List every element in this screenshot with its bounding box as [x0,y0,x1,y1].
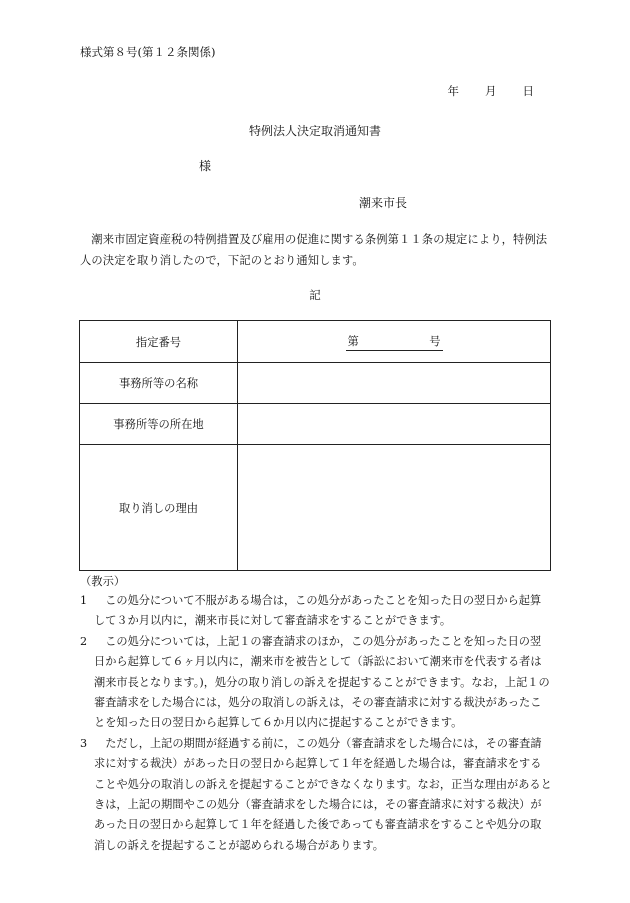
table-row [80,363,551,404]
notice-list [80,591,552,856]
designation-number-value [346,333,443,351]
cancellation-reason-field [238,445,551,571]
notice-item [80,632,552,734]
cancellation-reason-label: 取り消しの理由 [80,445,238,571]
document-title: 特例法人決定取消通知書 [248,124,381,138]
date-line [448,83,535,99]
notice-item-number: 1 [80,594,88,607]
date-day-label: 日 [522,84,534,98]
office-name-label: 事務所等の名称 [80,363,238,404]
notice-item-number: 2 [80,634,88,648]
notice-item-text: この処分については，上記１の審査請求のほか，この処分があったことを知った日の翌日から起算して６ヶ月以内に，潮来市を被告として（訴訟において潮来市を代表する者は潮来市長となります。)，処分の取り消しの訴えを提起することができます。なお，上記１の審査請求をした場合には，処分の取消しの訴えは，その審査請求に対する裁決があったことを知った日の翌日から起算して６か月以内に提起することができます。 [94,634,550,730]
notice-heading: （教示） [80,575,126,588]
form-number: 様式第８号(第１２条関係) [80,45,216,59]
office-address-field [238,404,551,445]
office-name-field [238,363,551,404]
details-table [79,320,551,571]
number-suffix: 号 [429,334,441,348]
body-paragraph: 潮来市固定資産税の特例措置及び雇用の促進に関する条例第１１条の規定により，特例法人の決定を取り消したので，下記のとおり通知します。 [80,233,548,267]
notice-item-text: ただし，上記の期間が経過する前に，この処分（審査請求をした場合には，その審査請求に対する裁決）があった日の翌日から起算して１年を経過した場合は，審査請求をすることや処分の取消しの訴えを提起することができなくなります。なお，正当な理由があるときは，上記の期間やこの処分（審査請求をした場合には，その審査請求に対する裁決）があった日の翌日から起算して１年を経過した後であっても審査請求をすることや処分の取消しの訴えを提起することが認められる場合があります。 [94,736,552,852]
date-year-label: 年 [447,84,459,98]
designation-number-label: 指定番号 [80,321,238,363]
notice-item [80,591,552,632]
notice-item [80,734,552,856]
notice-item-text: この処分について不服がある場合は，この処分があったことを知った日の翌日から起算して３か月以内に，潮来市長に対して審査請求をすることができます。 [94,594,542,628]
designation-number-field [238,321,551,363]
number-prefix: 第 [347,334,393,348]
date-month-label: 月 [485,84,497,98]
table-row [80,445,551,571]
table-row [80,321,551,363]
sender-name: 潮来市長 [359,196,408,210]
ki-heading: 記 [309,288,321,302]
office-address-label: 事務所等の所在地 [80,404,238,445]
addressee-suffix: 様 [199,159,212,173]
notice-item-number: 3 [80,736,88,750]
table-row [80,404,551,445]
